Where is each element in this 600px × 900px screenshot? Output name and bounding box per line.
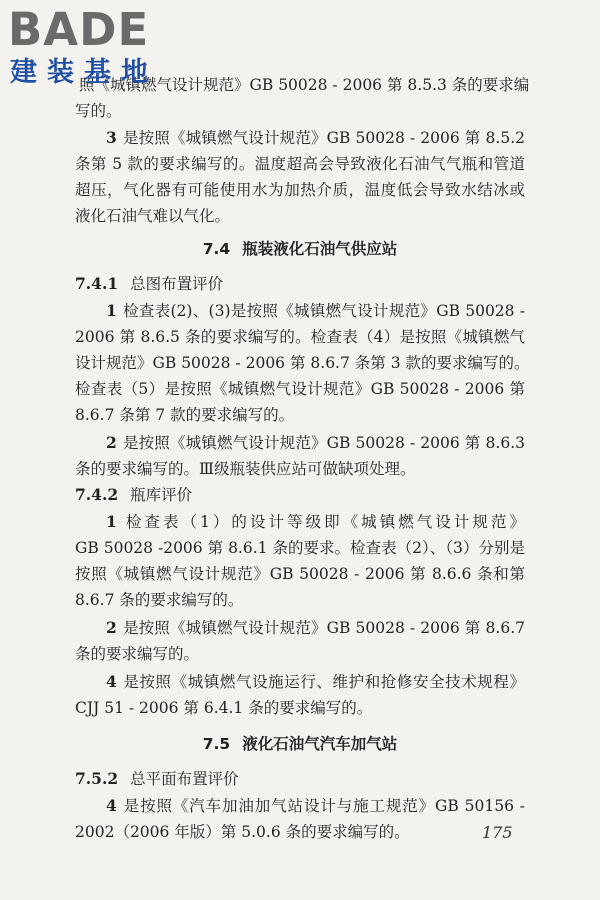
text-line: 是按照《汽车加油加气站设计与施工规范》GB 50156 - (122, 797, 525, 815)
text-line: 条的要求编写的。Ⅲ级瓶装供应站可做缺项处理。 (75, 460, 416, 478)
subsection-number: 7.4.2 (75, 485, 119, 504)
text-line: 按照《城镇燃气设计规范》GB 50028 - 2006 第 8.6.6 条和第 (75, 565, 525, 583)
subsection-heading-7-4-2 (75, 484, 192, 506)
paragraph-line (75, 511, 525, 533)
subsection-title: 总图布置评价 (130, 275, 224, 293)
paragraph-line (75, 671, 525, 693)
item-number: 4 (106, 672, 117, 691)
item-number: 2 (106, 618, 117, 637)
text-line: 液化石油气难以气化。 (75, 207, 231, 225)
paragraph-line (75, 300, 525, 322)
subsection-title: 瓶库评价 (130, 486, 193, 504)
text-line: CJJ 51 - 2006 第 6.4.1 条的要求编写的。 (75, 699, 373, 717)
item-number: 3 (106, 128, 117, 147)
text-line: 检查表（1）的设计等级即《城镇燃气设计规范》 (122, 513, 525, 531)
subsection-title: 总平面布置评价 (130, 770, 239, 788)
bade-logo (6, 4, 176, 96)
section-heading-7-4 (0, 238, 600, 260)
item-number: 4 (106, 796, 117, 815)
logo-subtitle: 建装基地 (10, 57, 158, 88)
text-line: 8.6.7 条的要求编写的。 (75, 591, 244, 609)
section-number: 7.5 (202, 735, 231, 753)
text-line: 超压，气化器有可能使用水为加热介质，温度低会导致水结冰或 (75, 181, 525, 199)
section-title: 液化石油气汽车加气站 (242, 735, 398, 753)
subsection-heading-7-4-1 (75, 273, 223, 295)
text-line: 设计规范》GB 50028 - 2006 第 8.6.7 条第 3 款的要求编写的。 (75, 354, 530, 372)
text-line: 是按照《城镇燃气设施运行、维护和抢修安全技术规程》 (122, 673, 525, 691)
text-line: 2002（2006 年版）第 5.0.6 条的要求编写的。 (75, 823, 410, 841)
text-line: 条第 5 款的要求编写的。温度超高会导致液化石油气气瓶和管道 (75, 155, 525, 173)
paragraph-line (75, 795, 525, 817)
paragraph-line (75, 432, 525, 454)
logo-word: BADE (8, 3, 150, 56)
text-line: 8.6.7 条第 7 款的要求编写的。 (75, 406, 295, 424)
text-line: 照《城镇燃气设计规范》GB 50028 - 2006 第 8.5.3 条的要求编 (79, 76, 530, 94)
section-number: 7.4 (202, 240, 231, 258)
paragraph-line (75, 617, 525, 639)
text-line: 检查表(2)、(3)是按照《城镇燃气设计规范》GB 50028 - (122, 302, 525, 320)
subsection-heading-7-5-2 (75, 768, 239, 790)
text-line: 检查表（5）是按照《城镇燃气设计规范》GB 50028 - 2006 第 (75, 380, 525, 398)
text-line: GB 50028 -2006 第 8.6.1 条的要求。检查表（2）、（3）分别是 (75, 539, 525, 557)
paragraph-line (75, 127, 525, 149)
section-heading-7-5 (0, 733, 600, 755)
item-number: 1 (106, 301, 117, 320)
subsection-number: 7.5.2 (75, 769, 119, 788)
item-number: 1 (106, 512, 117, 531)
text-line: 是按照《城镇燃气设计规范》GB 50028 - 2006 第 8.6.7 (122, 619, 525, 637)
text-line: 是按照《城镇燃气设计规范》GB 50028 - 2006 第 8.5.2 (122, 129, 525, 147)
text-line: 条的要求编写的。 (75, 645, 200, 663)
text-line: 2006 第 8.6.5 条的要求编写的。检查表（4）是按照《城镇燃气 (75, 328, 525, 346)
item-number: 2 (106, 433, 117, 452)
section-title: 瓶装液化石油气供应站 (242, 240, 398, 258)
text-line: 写的。 (75, 102, 122, 120)
page-number: 175 (482, 823, 513, 842)
text-line: 是按照《城镇燃气设计规范》GB 50028 - 2006 第 8.6.3 (122, 434, 525, 452)
subsection-number: 7.4.1 (75, 274, 119, 293)
